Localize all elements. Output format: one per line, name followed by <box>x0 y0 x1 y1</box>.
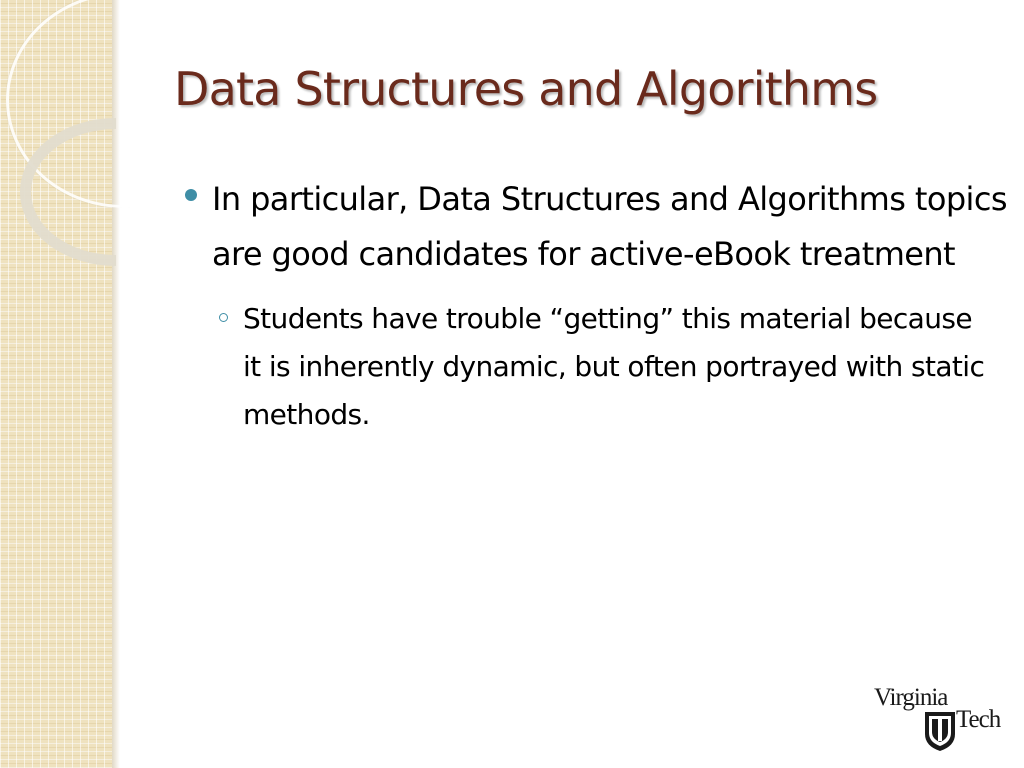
slide-title: Data Structures and Algorithms <box>174 62 878 116</box>
virginia-tech-logo <box>868 684 1014 756</box>
bullet-list <box>185 172 1015 439</box>
sub-bullet-text: Students have trouble “getting” this material because it is inherently dynamic, but often portrayed with static methods. <box>243 302 985 431</box>
logo-word-tech: Tech <box>956 706 1001 733</box>
shield-icon <box>923 710 957 752</box>
bullet-dot-icon <box>185 189 197 201</box>
bullet-item <box>185 172 1015 282</box>
sub-bullet-item <box>185 295 1015 439</box>
sub-bullet-ring-icon <box>219 313 228 322</box>
logo-word-virginia: Virginia <box>874 684 948 711</box>
bullet-text: In particular, Data Structures and Algorithms topics are good candidates for active-eBook treatment <box>212 180 1007 273</box>
